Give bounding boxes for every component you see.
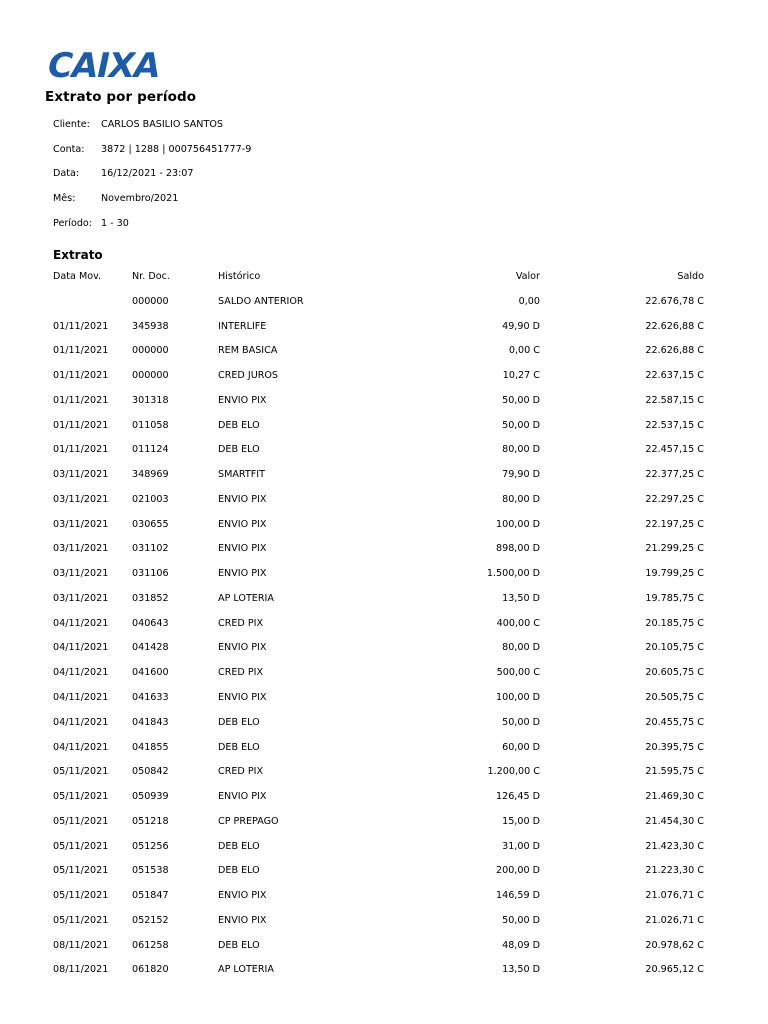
row-doc-number: 041428 [132,642,169,654]
row-valor: 31,00 D [502,840,540,852]
row-saldo: 21.595,75 C [645,766,704,778]
row-valor: 13,50 D [502,592,540,604]
row-doc-number: 041855 [132,741,169,753]
row-date: 05/11/2021 [53,766,109,778]
row-valor: 80,00 D [502,493,540,505]
row-historico: DEB ELO [218,716,260,728]
row-historico: ENVIO PIX [218,692,267,704]
row-valor: 200,00 D [495,865,540,877]
table-row [53,661,704,686]
extrato-table [53,265,704,983]
row-date: 01/11/2021 [53,320,109,332]
conta-label: Conta: [53,143,85,155]
row-valor: 1.200,00 C [487,766,540,778]
row-historico: CRED PIX [218,766,264,778]
row-date: 01/11/2021 [53,345,109,357]
row-date: 05/11/2021 [53,815,109,827]
row-doc-number: 000000 [132,295,169,307]
row-saldo: 22.626,88 C [645,345,704,357]
row-date: 05/11/2021 [53,840,109,852]
header-historico: Histórico [218,271,261,282]
row-date: 04/11/2021 [53,642,109,654]
page-title: Extrato por período [45,89,197,105]
table-row [53,760,704,785]
row-doc-number: 061820 [132,964,169,976]
row-valor: 80,00 D [502,444,540,456]
row-doc-number: 345938 [132,320,169,332]
row-historico: ENVIO PIX [218,914,267,926]
row-doc-number: 051538 [132,865,169,877]
row-historico: DEB ELO [218,444,260,456]
row-historico: DEB ELO [218,939,260,951]
row-doc-number: 031102 [132,543,169,555]
row-saldo: 22.457,15 C [645,444,704,456]
info-row-periodo [53,211,251,236]
table-row [53,612,704,637]
mes-value: Novembro/2021 [101,193,179,205]
row-date: 03/11/2021 [53,518,109,530]
table-row [53,711,704,736]
table-row [53,859,704,884]
row-date: 04/11/2021 [53,716,109,728]
row-saldo: 21.423,30 C [645,840,704,852]
data-label: Data: [53,168,80,180]
row-doc-number: 011058 [132,419,169,431]
row-valor: 400,00 C [496,617,540,629]
row-saldo: 20.605,75 C [645,667,704,679]
table-row [53,537,704,562]
row-valor: 15,00 D [502,815,540,827]
table-row [53,339,704,364]
table-row [53,835,704,860]
caixa-logo-text: CAIXA [44,46,164,82]
row-saldo: 22.537,15 C [645,419,704,431]
row-doc-number: 348969 [132,469,169,481]
row-doc-number: 052152 [132,914,169,926]
row-doc-number: 030655 [132,518,169,530]
row-date: 03/11/2021 [53,469,109,481]
header-valor: Valor [515,271,540,282]
row-saldo: 22.197,25 C [645,518,704,530]
table-header [53,265,704,290]
row-doc-number: 000000 [132,345,169,357]
extrato-section-title: Extrato [53,248,103,262]
row-date: 03/11/2021 [53,543,109,555]
row-valor: 80,00 D [502,642,540,654]
row-historico: CRED JUROS [218,370,279,382]
header-nr-doc: Nr. Doc. [132,271,170,282]
header-data-mov: Data Mov. [53,271,102,282]
data-value: 16/12/2021 - 23:07 [101,168,194,180]
row-doc-number: 051256 [132,840,169,852]
row-historico: INTERLIFE [218,320,267,332]
row-historico: DEB ELO [218,840,260,852]
table-row [53,389,704,414]
row-valor: 0,00 [518,295,540,307]
table-row [53,958,704,983]
conta-value: 3872 | 1288 | 000756451777-9 [101,143,252,155]
row-date: 05/11/2021 [53,865,109,877]
row-valor: 50,00 D [502,419,540,431]
row-date: 01/11/2021 [53,370,109,382]
table-row [53,636,704,661]
row-date: 03/11/2021 [53,493,109,505]
row-saldo: 20.395,75 C [645,741,704,753]
row-historico: DEB ELO [218,865,260,877]
row-valor: 50,00 D [502,914,540,926]
row-doc-number: 041600 [132,667,169,679]
row-doc-number: 011124 [132,444,169,456]
row-doc-number: 041633 [132,692,169,704]
row-saldo: 22.637,15 C [645,370,704,382]
table-body [53,290,704,983]
table-row [53,513,704,538]
row-historico: ENVIO PIX [218,642,267,654]
row-historico: ENVIO PIX [218,890,267,902]
table-row [53,884,704,909]
row-historico: DEB ELO [218,419,260,431]
row-saldo: 22.626,88 C [645,320,704,332]
row-historico: SALDO ANTERIOR [218,295,304,307]
row-date: 05/11/2021 [53,890,109,902]
info-row-mes [53,186,251,211]
row-historico: ENVIO PIX [218,394,267,406]
row-saldo: 21.026,71 C [645,914,704,926]
table-row [53,315,704,340]
row-valor: 500,00 C [496,667,540,679]
row-saldo: 22.377,25 C [645,469,704,481]
row-date: 01/11/2021 [53,444,109,456]
table-row [53,736,704,761]
table-row [53,438,704,463]
row-date: 04/11/2021 [53,617,109,629]
row-valor: 100,00 D [495,518,540,530]
row-historico: ENVIO PIX [218,518,267,530]
row-saldo: 21.299,25 C [645,543,704,555]
row-historico: REM BASICA [218,345,278,357]
row-saldo: 22.587,15 C [645,394,704,406]
header-saldo: Saldo [677,271,704,282]
table-row [53,934,704,959]
row-saldo: 22.297,25 C [645,493,704,505]
row-valor: 100,00 D [495,692,540,704]
info-row-cliente [53,112,251,137]
row-valor: 50,00 D [502,394,540,406]
table-row [53,909,704,934]
row-doc-number: 021003 [132,493,169,505]
row-valor: 898,00 D [495,543,540,555]
row-valor: 49,90 D [502,320,540,332]
row-valor: 50,00 D [502,716,540,728]
row-doc-number: 031852 [132,592,169,604]
row-doc-number: 000000 [132,370,169,382]
table-row [53,414,704,439]
row-saldo: 20.185,75 C [645,617,704,629]
row-valor: 60,00 D [502,741,540,753]
row-date: 01/11/2021 [53,419,109,431]
row-date: 05/11/2021 [53,914,109,926]
table-row [53,463,704,488]
row-historico: ENVIO PIX [218,493,267,505]
row-saldo: 20.455,75 C [645,716,704,728]
row-saldo: 19.785,75 C [645,592,704,604]
periodo-label: Período: [53,218,93,230]
table-row [53,364,704,389]
row-historico: DEB ELO [218,741,260,753]
table-row [53,488,704,513]
caixa-logo [44,46,184,82]
row-historico: SMARTFIT [218,469,265,481]
row-saldo: 21.469,30 C [645,791,704,803]
table-row [53,290,704,315]
row-saldo: 21.076,71 C [645,890,704,902]
row-valor: 0,00 C [508,345,540,357]
row-valor: 10,27 C [502,370,540,382]
row-date: 04/11/2021 [53,692,109,704]
account-info [53,112,251,236]
row-historico: ENVIO PIX [218,543,267,555]
row-saldo: 19.799,25 C [645,568,704,580]
mes-label: Mês: [53,193,76,205]
row-date: 03/11/2021 [53,568,109,580]
row-date: 08/11/2021 [53,939,109,951]
row-date: 04/11/2021 [53,741,109,753]
row-historico: CP PREPAGO [218,815,279,827]
row-doc-number: 031106 [132,568,169,580]
row-historico: CRED PIX [218,667,264,679]
row-valor: 146,59 D [495,890,540,902]
row-doc-number: 061258 [132,939,169,951]
row-valor: 48,09 D [502,939,540,951]
row-date: 03/11/2021 [53,592,109,604]
table-row [53,686,704,711]
table-row [53,810,704,835]
info-row-conta [53,137,251,162]
row-valor: 1.500,00 D [486,568,540,580]
row-saldo: 22.676,78 C [645,295,704,307]
row-doc-number: 040643 [132,617,169,629]
cliente-value: CARLOS BASILIO SANTOS [101,118,223,130]
row-date: 05/11/2021 [53,791,109,803]
caixa-logo-mark [44,46,184,82]
row-date: 04/11/2021 [53,667,109,679]
cliente-label: Cliente: [53,118,90,130]
table-row [53,785,704,810]
table-row [53,562,704,587]
row-saldo: 21.454,30 C [645,815,704,827]
row-date: 08/11/2021 [53,964,109,976]
periodo-value: 1 - 30 [101,218,129,230]
row-saldo: 20.105,75 C [645,642,704,654]
info-row-data [53,162,251,187]
row-saldo: 20.965,12 C [645,964,704,976]
row-doc-number: 050842 [132,766,169,778]
row-valor: 126,45 D [495,791,540,803]
row-doc-number: 301318 [132,394,169,406]
row-historico: AP LOTERIA [218,592,274,604]
row-valor: 13,50 D [502,964,540,976]
row-doc-number: 050939 [132,791,169,803]
row-doc-number: 041843 [132,716,169,728]
row-valor: 79,90 D [502,469,540,481]
row-doc-number: 051847 [132,890,169,902]
row-saldo: 20.978,62 C [645,939,704,951]
row-saldo: 21.223,30 C [645,865,704,877]
row-date: 01/11/2021 [53,394,109,406]
row-doc-number: 051218 [132,815,169,827]
row-saldo: 20.505,75 C [645,692,704,704]
table-row [53,587,704,612]
row-historico: ENVIO PIX [218,568,267,580]
row-historico: ENVIO PIX [218,791,267,803]
row-historico: AP LOTERIA [218,964,274,976]
row-historico: CRED PIX [218,617,264,629]
